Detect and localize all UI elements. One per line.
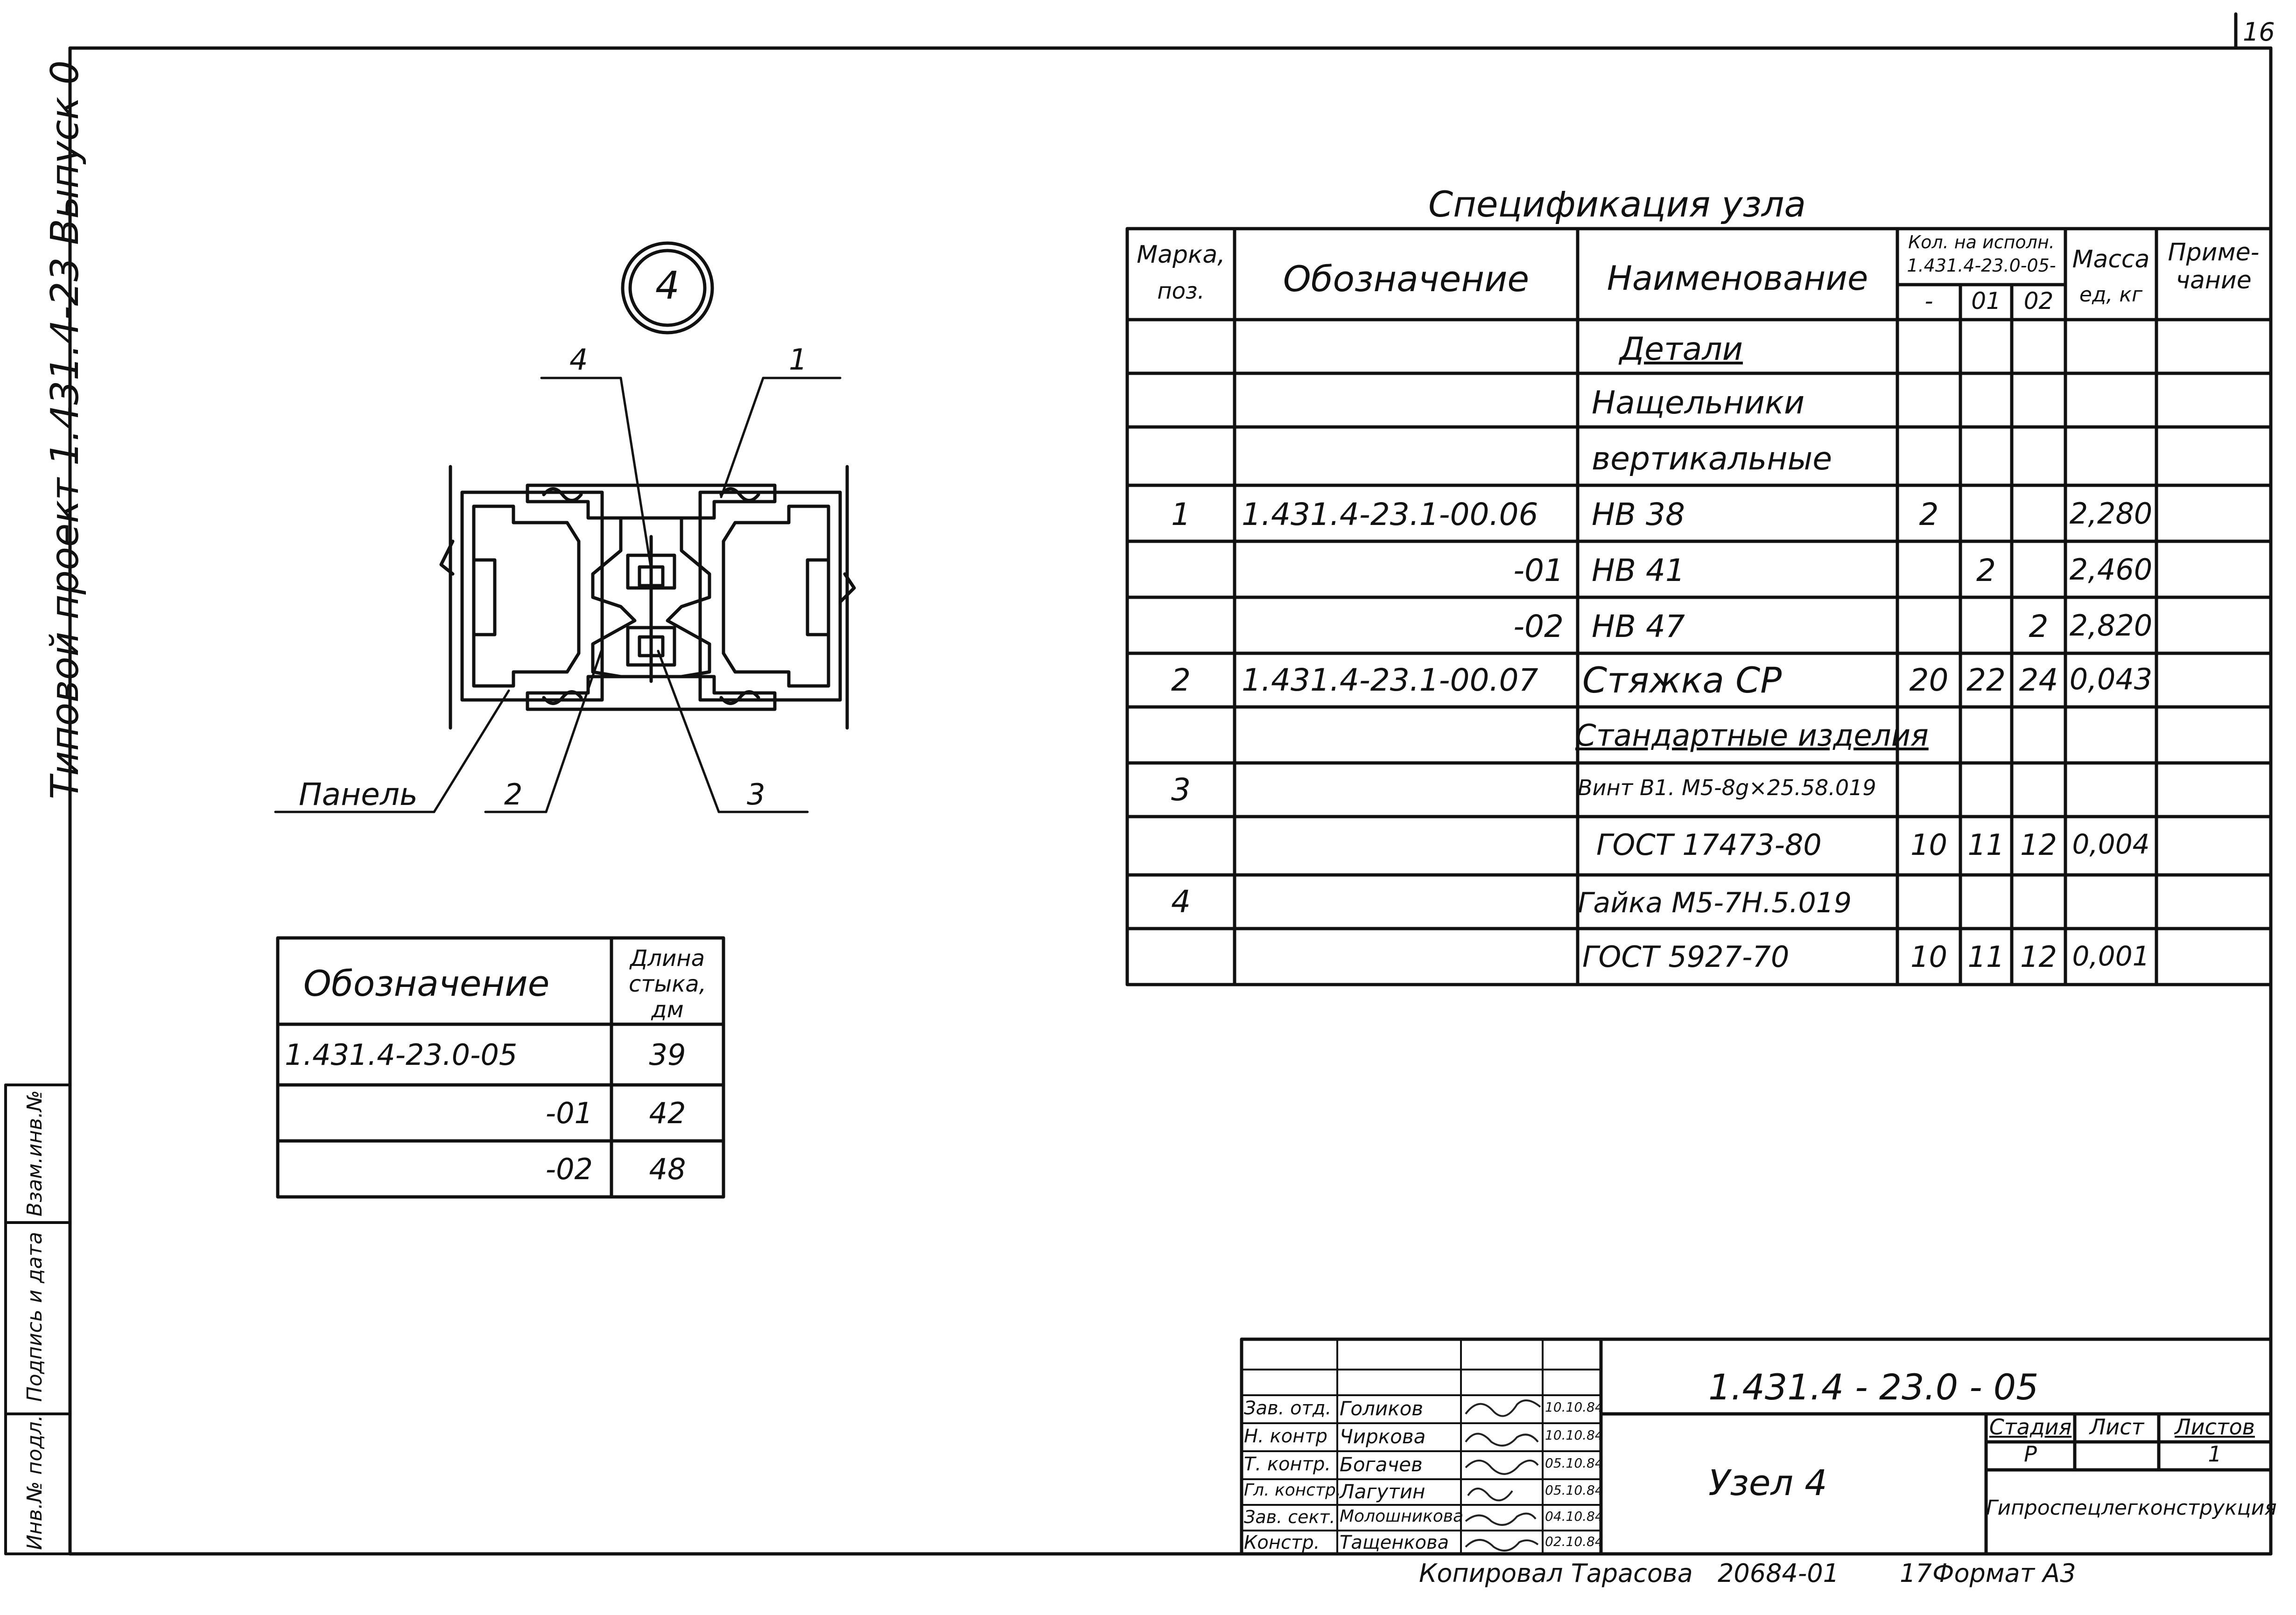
spec-mark: 4: [1171, 884, 1191, 920]
length-row-value: 39: [649, 1038, 686, 1072]
spec-name: Стяжка СР: [1582, 659, 1782, 701]
spec-header-qty-col: 01: [1971, 287, 2001, 315]
spec-name: Нащельники: [1592, 385, 1805, 421]
spec-name: вертикальные: [1592, 440, 1833, 477]
spec-designation: -02: [1513, 608, 1564, 644]
spec-mark: 2: [1171, 662, 1191, 698]
spec-header-note-2: чание: [2176, 266, 2252, 294]
spec-mass: 2,820: [2069, 608, 2153, 643]
signer-name: Молошникова: [1340, 1507, 1464, 1526]
spec-header-mass: Масса: [2072, 245, 2150, 273]
length-row-value: 42: [649, 1096, 686, 1130]
signer-role: Гл. констр.: [1244, 1481, 1341, 1500]
side-project-title: Типовой проект 1.431.4-23 Выпуск 0: [43, 60, 87, 799]
spec-name: НВ 41: [1592, 552, 1685, 588]
length-header-line3: дм: [651, 997, 684, 1023]
spec-designation: 1.431.4-23.1-00.06: [1242, 496, 1538, 532]
signer-date: 05.10.84: [1545, 1482, 1603, 1498]
spec-name: ГОСТ 17473-80: [1596, 828, 1822, 862]
signer-role: Зав. сект.: [1244, 1507, 1335, 1527]
spec-mass: 0,043: [2069, 662, 2153, 696]
footer-order: 20684-01: [1718, 1559, 1839, 1588]
spec-name: ГОСТ 5927-70: [1582, 940, 1790, 974]
spec-qty0: 20: [1909, 662, 1949, 698]
spec-header-mark: Марка,: [1137, 241, 1225, 269]
spec-header-mark-2: поз.: [1157, 278, 1205, 304]
spec-title: Спецификация узла: [1428, 183, 1806, 225]
footer-format: Формат А3: [1932, 1559, 2076, 1588]
spec-header-mass-2: ед, кг: [2079, 283, 2143, 307]
signer-name: Лагутин: [1340, 1480, 1425, 1503]
side-stamp-inv: Инв.№ подл.: [23, 1415, 47, 1550]
spec-designation: 1.431.4-23.1-00.07: [1242, 662, 1538, 698]
sheet-number: 16: [2243, 17, 2275, 47]
spec-header-name: Наименование: [1607, 259, 1868, 298]
spec-mark: 1: [1171, 496, 1191, 532]
spec-name: НВ 38: [1592, 496, 1685, 532]
signer-name: Тащенкова: [1340, 1532, 1449, 1553]
stage-label: Стадия: [1989, 1414, 2072, 1440]
spec-name: Стандартные изделия: [1575, 719, 1929, 753]
spec-qty1: 22: [1966, 662, 2006, 698]
signer-date: 04.10.84: [1545, 1509, 1603, 1524]
callout-3: 3: [747, 777, 765, 811]
spec-qty0: 2: [1919, 496, 1939, 532]
callout-4: 4: [569, 343, 588, 377]
spec-name: Детали: [1620, 331, 1743, 368]
sheet-name: Узел 4: [1708, 1462, 1827, 1503]
signer-role: Констр.: [1244, 1532, 1320, 1553]
spec-header-designation: Обозначение: [1283, 258, 1530, 300]
length-header-line2: стыка,: [629, 971, 706, 997]
spec-header-qty-col: -: [1924, 287, 1933, 315]
side-stamp-replace: Взам.инв.№: [23, 1090, 47, 1216]
length-row-designation: 1.431.4-23.0-05: [285, 1038, 518, 1072]
sheets-label: Листов: [2175, 1414, 2255, 1440]
spec-name: Винт В1. М5-8g×25.58.019: [1578, 775, 1876, 800]
side-stamp-signature: Подпись и дата: [23, 1231, 47, 1402]
signer-name: Чиркова: [1340, 1425, 1426, 1448]
signer-name: Богачев: [1340, 1453, 1423, 1476]
callout-2: 2: [504, 777, 523, 811]
signer-date: 02.10.84: [1545, 1534, 1603, 1549]
spec-qty1: 11: [1967, 828, 2005, 862]
signer-name: Голиков: [1340, 1397, 1424, 1420]
spec-name: НВ 47: [1592, 608, 1685, 644]
spec-mark: 3: [1171, 772, 1191, 808]
length-row-designation: -01: [545, 1096, 593, 1130]
spec-qty1: 2: [1976, 552, 1996, 588]
spec-qty2: 12: [2020, 940, 2057, 974]
signer-role: Зав. отд.: [1244, 1398, 1332, 1419]
signer-date: 05.10.84: [1545, 1455, 1603, 1471]
callout-panel: Панель: [299, 776, 418, 812]
spec-qty1: 11: [1967, 940, 2005, 974]
signer-role: Т. контр.: [1244, 1454, 1331, 1475]
spec-mass: 0,001: [2072, 940, 2150, 972]
callout-1: 1: [789, 343, 807, 377]
spec-mass: 2,460: [2069, 552, 2153, 587]
document-code: 1.431.4 - 23.0 - 05: [1708, 1366, 2039, 1408]
signer-date: 10.10.84: [1545, 1399, 1603, 1415]
spec-qty0: 10: [1910, 828, 1947, 862]
length-row-designation: -02: [545, 1152, 593, 1186]
organization: Гипроспецлегконструкция: [1986, 1496, 2277, 1520]
spec-qty2: 12: [2020, 828, 2057, 862]
length-header-designation: Обозначение: [303, 963, 550, 1004]
spec-qty2: 2: [2029, 608, 2049, 644]
spec-header-qty: Кол. на исполн.: [1908, 232, 2055, 252]
node-number: 4: [655, 264, 680, 308]
sheet-label: Лист: [2089, 1414, 2144, 1440]
spec-header-qty-col: 02: [2023, 287, 2054, 315]
spec-mass: 0,004: [2072, 828, 2150, 860]
spec-header-note: Приме-: [2168, 238, 2260, 266]
spec-mass: 2,280: [2069, 496, 2153, 531]
spec-header-qty-2: 1.431.4-23.0-05-: [1907, 255, 2056, 276]
signer-date: 10.10.84: [1545, 1427, 1603, 1443]
length-row-value: 48: [649, 1152, 686, 1186]
spec-name: Гайка М5-7Н.5.019: [1578, 887, 1852, 919]
signer-role: Н. контр: [1244, 1426, 1327, 1447]
footer-sheet: 17: [1900, 1559, 1932, 1588]
stage-value: Р: [2024, 1441, 2037, 1467]
sheets-value: 1: [2208, 1441, 2222, 1467]
spec-qty0: 10: [1910, 940, 1947, 974]
footer-copied: Копировал Тарасова: [1419, 1559, 1693, 1588]
spec-designation: -01: [1513, 552, 1564, 588]
length-header-line1: Длина: [630, 945, 705, 972]
spec-qty2: 24: [2019, 662, 2058, 698]
